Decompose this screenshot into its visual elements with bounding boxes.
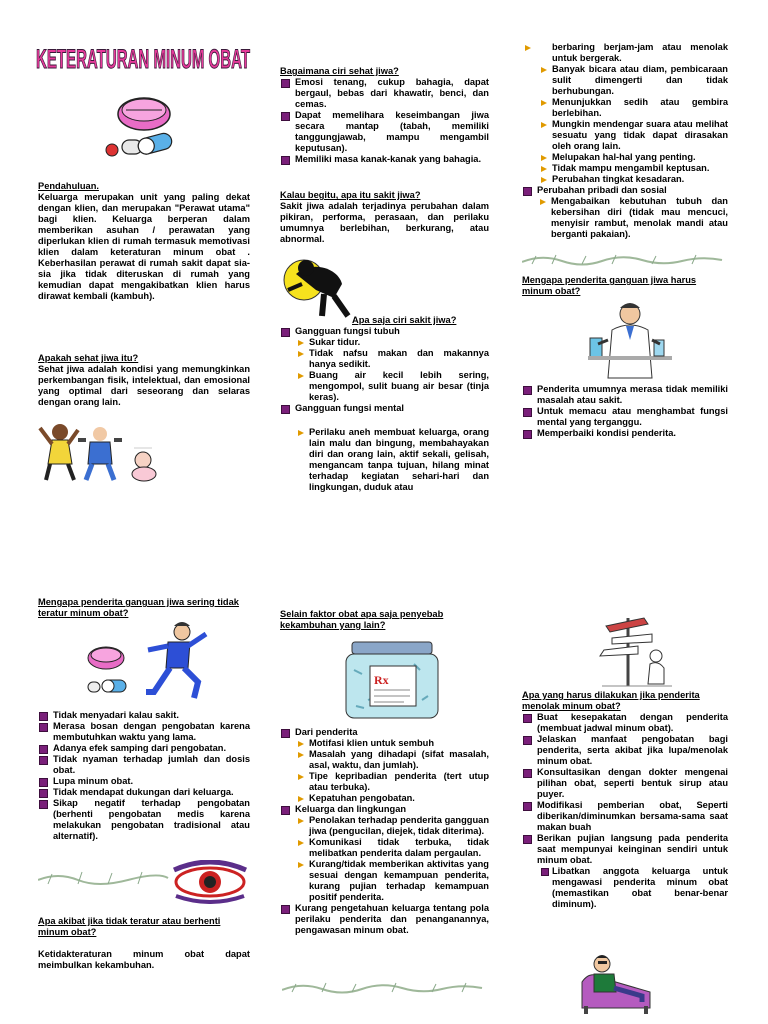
list-item: Sikap negatif terhadap pengobatan (berhenti pengobatan medis karena melakukan pengobatan tradisional atau alternatif). bbox=[38, 798, 250, 842]
sakit-heading: Kalau begitu, apa itu sakit jiwa? bbox=[280, 190, 421, 200]
list-item: Tidak mampu mengambil keptusan. bbox=[538, 163, 728, 174]
harus-minum-section bbox=[522, 275, 728, 297]
ciri-sakit-list bbox=[280, 326, 489, 414]
list-item: Dapat memelihara keseimbangan jiwa secara mantap (tabah, memiliki tanggungjawab, mampu mengambil keputusan). bbox=[280, 110, 489, 154]
list-item: Kepatuhan pengobatan. bbox=[295, 793, 489, 804]
list-item: Mungkin mendengar suara atau melihat sesuatu yang tidak dapat dirasakan oleh orang lain. bbox=[538, 119, 728, 152]
list-item: Merasa bosan dengan pengobatan karena membutuhkan waktu yang lama. bbox=[38, 721, 250, 743]
bent-man-icon bbox=[282, 254, 362, 318]
sub-list bbox=[295, 427, 489, 493]
list-item: Perilaku aneh membuat keluarga, orang lain malu dan bingung, membahayakan diri dan orang lain, aktif sekali, gelisah, mengancam tanpa tujuan, hilang minat terhadap kegiatan sehari-hari dan lingkungan, duduk atau bbox=[295, 427, 489, 493]
list-item: Konsultasikan dengan dokter mengenai pilihan obat, seperti bentuk sirup atau puyer. bbox=[522, 767, 728, 800]
akibat-heading: Apa akibat jika tidak teratur atau berhenti minum obat? bbox=[38, 916, 221, 937]
group-label: Gangguan fungsi mental bbox=[295, 403, 404, 413]
pill-capsule-icon bbox=[88, 647, 126, 692]
sub-list bbox=[295, 815, 489, 903]
title-banner bbox=[34, 38, 254, 78]
akibat-body: Ketidakteraturan minum obat dapat meimbulkan kekambuhan. bbox=[38, 949, 250, 970]
pendahuluan-body: Keluarga merupakan unit yang paling dekat dengan klien, dan merupakan "Perawat utama" bagi klien. Keluarga berperan dalam memberikan asuhan / perawatan yang diperlukan klien di rumah termasuk memotivasi klien dalam keteraturan minum obat . Keberhasilan perawat di rumah sakit dapat sia-sia jika tidak diteruskan di rumah yang kemudian dapat mengakibatkan klien harus dirawat kembali (kambuh). bbox=[38, 192, 250, 301]
sehat-heading: Apakah sehat jiwa itu? bbox=[38, 353, 139, 363]
page-title: KETERATURAN MINUM OBAT bbox=[36, 44, 251, 74]
menolak-list bbox=[522, 712, 728, 910]
list-item: Motifasi klien untuk sembuh bbox=[295, 738, 489, 749]
sehat-section bbox=[38, 353, 250, 408]
list-item: Untuk memacu atau menghambat fungsi mental yang terganggu. bbox=[522, 406, 728, 428]
list-item: Melupakan hal-hal yang penting. bbox=[538, 152, 728, 163]
pendahuluan-heading: Pendahuluan. bbox=[38, 181, 99, 191]
list-item bbox=[522, 185, 728, 240]
list-item: Tipe kepribadian penderita (tert utup atau terbuka). bbox=[295, 771, 489, 793]
list-item: Kurang pengetahuan keluarga tentang pola perilaku penderita dan penanganannya, pengawasan minum obat. bbox=[280, 903, 489, 936]
doctor-with-bottles-icon bbox=[586, 300, 672, 380]
item-text: Berikan pujian langsung pada penderita saat mempunyai keinginan sendiri untuk minum obat. bbox=[537, 833, 728, 865]
list-item: Tidak nyaman terhadap jumlah dan dosis obat. bbox=[38, 754, 250, 776]
sehat-body: Sehat jiwa adalah kondisi yang memungkinkan perkembangan fisik, intelektual, dan emosional yang optimal dari seseorang dan selaras dengan orang lain. bbox=[38, 364, 250, 407]
list-item bbox=[280, 326, 489, 403]
family-exercise-icon bbox=[38, 418, 168, 484]
list-item: Sukar tidur. bbox=[295, 337, 489, 348]
list-item bbox=[280, 804, 489, 903]
jar-label: Rx bbox=[374, 673, 389, 687]
list-item: Tidak menyadari kalau sakit. bbox=[38, 710, 250, 721]
sub-list bbox=[537, 196, 728, 240]
list-item: Tidak mendapat dukungan dari keluarga. bbox=[38, 787, 250, 798]
grass-divider bbox=[282, 980, 488, 994]
ciri-sehat-heading: Bagaimana ciri sehat jiwa? bbox=[280, 66, 399, 76]
menolak-heading: Apa yang harus dilakukan jika penderita menolak minum obat? bbox=[522, 690, 700, 711]
list-item: Penderita umumnya merasa tidak memiliki masalah atau sakit. bbox=[522, 384, 728, 406]
harus-minum-heading: Mengapa penderita ganguan jiwa harus minum obat? bbox=[522, 275, 697, 296]
list-item bbox=[522, 833, 728, 910]
medicine-jar-icon bbox=[344, 640, 440, 720]
sub-list bbox=[539, 866, 728, 910]
list-item: Lupa minum obat. bbox=[38, 776, 250, 787]
pill-capsule-icon bbox=[104, 92, 184, 164]
running-man-icon bbox=[82, 620, 212, 702]
group-label: Perubahan pribadi dan sosial bbox=[537, 185, 667, 195]
list-item: Perubahan tingkat kesadaran. bbox=[538, 174, 728, 185]
grass-divider bbox=[522, 252, 732, 266]
harus-minum-list-wrap bbox=[522, 384, 728, 439]
list-item: Buang air kecil lebih sering, mengompol, sulit buang air besar (tinja keras). bbox=[295, 370, 489, 403]
list-item: Komunikasi tidak terbuka, tidak melibatkan penderita dalam pergaulan. bbox=[295, 837, 489, 859]
person-on-couch-icon bbox=[580, 952, 656, 1018]
list-item: Kurang/tidak memberikan aktivitas yang sesuai dengan kemampuan penderita, kurang pujian terhadap kemampuan positif penderita. bbox=[295, 859, 489, 903]
sub-list bbox=[295, 337, 489, 403]
menolak-section bbox=[522, 690, 728, 910]
ciri-sakit-continued bbox=[522, 42, 728, 240]
tidak-teratur-list bbox=[38, 710, 250, 842]
penyebab-list bbox=[280, 727, 489, 936]
harus-minum-list bbox=[522, 384, 728, 439]
list-item: Mengabaikan kebutuhan tubuh dan kebersihan diri (tidak mau mencuci, menyisir rambut, menolak mandi atau berganti pakaian). bbox=[537, 196, 728, 240]
akibat-section bbox=[38, 916, 250, 971]
list-item: Menunjukkan sedih atau gembira berlebihan. bbox=[538, 97, 728, 119]
pendahuluan-section bbox=[38, 181, 250, 302]
list-item bbox=[280, 727, 489, 804]
ciri-sakit-mental-part1 bbox=[295, 427, 489, 493]
tidak-teratur-heading: Mengapa penderita ganguan jiwa sering tidak teratur minum obat? bbox=[38, 597, 239, 618]
list-item: Buat kesepakatan dengan penderita (membuat jadwal minum obat). bbox=[522, 712, 728, 734]
list-item: Masalah yang dihadapi (sifat masalah, asal, waktu, dan jumlah). bbox=[295, 749, 489, 771]
list-item bbox=[280, 403, 489, 414]
penyebab-heading: Selain faktor obat apa saja penyebab kekambuhan yang lain? bbox=[280, 609, 444, 630]
list-item: Memperbaiki kondisi penderita. bbox=[522, 428, 728, 439]
list-item: Memiliki masa kanak-kanak yang bahagia. bbox=[280, 154, 489, 165]
group-label: Gangguan fungsi tubuh bbox=[295, 326, 400, 336]
group-label: Dari penderita bbox=[295, 727, 358, 737]
list-item: Banyak bicara atau diam, pembicaraan sulit dimengerti dan tidak berhubungan. bbox=[538, 64, 728, 97]
penyebab-section bbox=[280, 609, 489, 631]
list-item: Emosi tenang, cukup bahagia, dapat bergaul, bebas dari khawatir, benci, dan cemas. bbox=[280, 77, 489, 110]
sakit-body: Sakit jiwa adalah terjadinya perubahan dalam pikiran, performa, perasaan, dan perilaku umumnya berlebihan, berkurang, atau abnormal. bbox=[280, 201, 489, 244]
tidak-teratur-list-wrap bbox=[38, 710, 250, 842]
angry-eye-icon bbox=[38, 860, 250, 904]
list-item: Jelaskan manfaat pengobatan bagi penderita, serta akibat jika lupa/menolak minum obat. bbox=[522, 734, 728, 767]
ciri-sakit-heading: Apa saja ciri sakit jiwa? bbox=[352, 315, 457, 325]
list-item: Modifikasi pemberian obat, Seperti diberikan/diminumkan bersama-sama saat makan buah bbox=[522, 800, 728, 833]
tidak-teratur-section bbox=[38, 597, 250, 619]
list-item: Tidak nafsu makan dan makannya hanya sedikit. bbox=[295, 348, 489, 370]
list-item: Libatkan anggota keluarga untuk mengawasi penderita minum obat (memastikan obat benar-benar diminum). bbox=[539, 866, 728, 910]
ciri-sehat-section bbox=[280, 66, 489, 165]
penyebab-list-wrap bbox=[280, 727, 489, 936]
group-label: Keluarga dan lingkungan bbox=[295, 804, 407, 814]
ciri-sehat-list bbox=[280, 77, 489, 165]
ciri-sakit-list bbox=[522, 185, 728, 240]
confused-signpost-icon bbox=[598, 612, 676, 688]
list-item: Penolakan terhadap penderita gangguan jiwa (pengucilan, diejek, tidak diterima). bbox=[295, 815, 489, 837]
sakit-section bbox=[280, 190, 489, 245]
sub-list bbox=[295, 738, 489, 804]
list-item: Adanya efek samping dari pengobatan. bbox=[38, 743, 250, 754]
sub-list bbox=[522, 42, 728, 64]
list-item: berbaring berjam-jam atau menolak untuk bergerak. bbox=[522, 42, 728, 64]
ciri-sakit-section bbox=[280, 315, 489, 414]
sub-list bbox=[538, 64, 728, 185]
